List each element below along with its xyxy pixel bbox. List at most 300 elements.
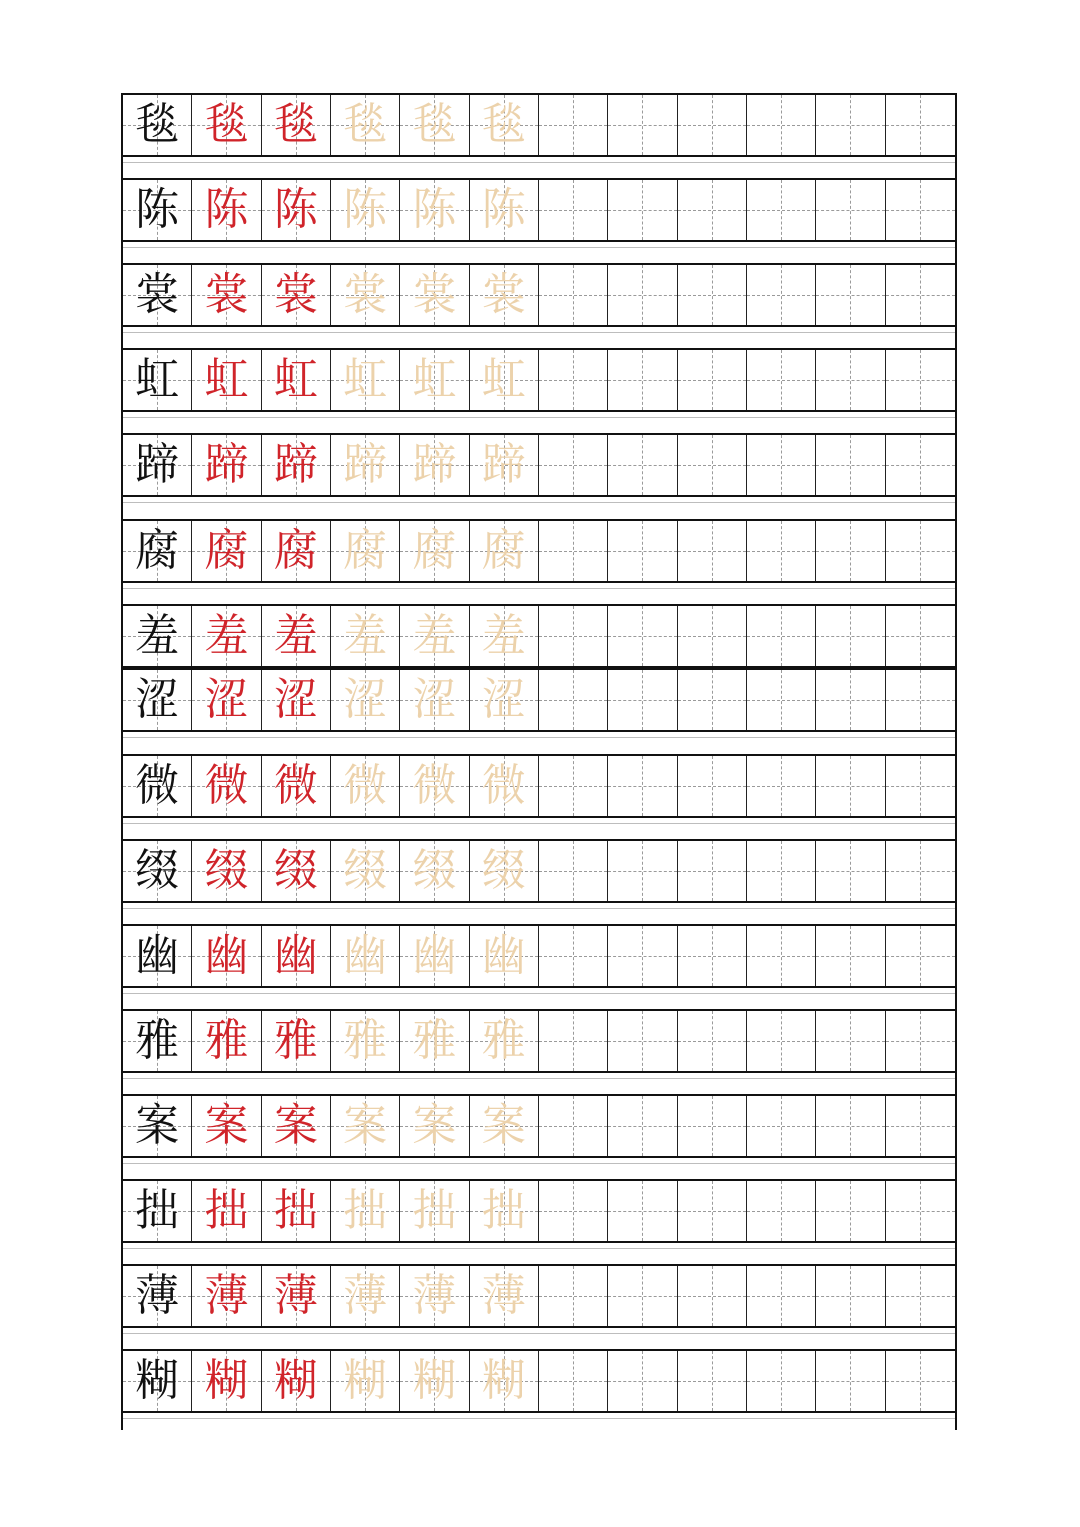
blank-writing-cell (747, 1351, 816, 1411)
practice-row (123, 263, 955, 327)
horizontal-guide-line (539, 210, 607, 211)
blank-writing-cell (608, 1266, 677, 1326)
practice-row (123, 924, 955, 988)
trace-character-cell (400, 180, 469, 240)
horizontal-guide-line (678, 1211, 746, 1212)
trace-character: 缀 (343, 845, 388, 896)
horizontal-guide-line (886, 210, 955, 211)
demo-character-cell (192, 350, 261, 410)
trace-character-cell (331, 180, 400, 240)
horizontal-guide-line (747, 551, 815, 552)
horizontal-guide-line (539, 380, 607, 381)
trace-character: 陈 (481, 184, 526, 235)
trace-character-cell (470, 1096, 539, 1156)
demo-character-cell (192, 756, 261, 816)
horizontal-guide-line (886, 1126, 955, 1127)
trace-character-cell (470, 265, 539, 325)
trace-character: 拙 (481, 1185, 526, 1236)
demo-character-cell (262, 926, 331, 986)
demo-character: 虹 (204, 354, 249, 405)
demo-character: 裳 (204, 269, 249, 320)
demo-character-cell (262, 95, 331, 155)
horizontal-guide-line (539, 1126, 607, 1127)
demo-character-cell (192, 435, 261, 495)
demo-character: 缀 (204, 845, 249, 896)
demo-character-cell (262, 1011, 331, 1071)
horizontal-guide-line (678, 786, 746, 787)
horizontal-guide-line (539, 700, 607, 701)
trace-character-cell (470, 926, 539, 986)
demo-character: 裳 (273, 269, 318, 320)
trace-character-cell (400, 756, 469, 816)
horizontal-guide-line (747, 956, 815, 957)
demo-character-cell (262, 350, 331, 410)
demo-character: 雅 (273, 1015, 318, 1066)
horizontal-guide-line (747, 700, 815, 701)
practice-row (123, 178, 955, 242)
practice-row (123, 1094, 955, 1158)
horizontal-guide-line (539, 1296, 607, 1297)
blank-writing-cell (886, 521, 955, 581)
row-gap-rule (123, 823, 955, 824)
row-gap-rule (123, 737, 955, 738)
trace-character-cell (331, 95, 400, 155)
trace-character: 幽 (481, 930, 526, 981)
blank-writing-cell (747, 95, 816, 155)
horizontal-guide-line (678, 295, 746, 296)
blank-writing-cell (816, 1181, 885, 1241)
trace-character: 案 (343, 1100, 388, 1151)
horizontal-guide-line (678, 700, 746, 701)
trace-character: 腐 (412, 525, 457, 576)
trace-character: 涩 (481, 674, 526, 725)
trace-character-cell (470, 1181, 539, 1241)
horizontal-guide-line (816, 1126, 884, 1127)
model-character-cell (123, 1181, 192, 1241)
trace-character-cell (400, 1181, 469, 1241)
blank-writing-cell (539, 180, 608, 240)
blank-writing-cell (747, 926, 816, 986)
model-character: 陈 (135, 184, 180, 235)
trace-character: 虹 (343, 354, 388, 405)
trace-character-cell (331, 521, 400, 581)
trace-character-cell (331, 670, 400, 730)
blank-writing-cell (678, 756, 747, 816)
horizontal-guide-line (747, 295, 815, 296)
horizontal-guide-line (678, 380, 746, 381)
trace-character-cell (331, 350, 400, 410)
horizontal-guide-line (608, 636, 676, 637)
trace-character-cell (400, 926, 469, 986)
trace-character: 糊 (343, 1355, 388, 1406)
horizontal-guide-line (816, 210, 884, 211)
horizontal-guide-line (747, 465, 815, 466)
horizontal-guide-line (747, 636, 815, 637)
horizontal-guide-line (886, 700, 955, 701)
blank-writing-cell (886, 265, 955, 325)
trace-character: 腐 (481, 525, 526, 576)
demo-character-cell (262, 521, 331, 581)
trace-character: 拙 (412, 1185, 457, 1236)
trace-character: 陈 (343, 184, 388, 235)
blank-writing-cell (678, 670, 747, 730)
model-character: 蹄 (135, 439, 180, 490)
demo-character: 雅 (204, 1015, 249, 1066)
trace-character-cell (470, 1266, 539, 1326)
trace-character: 裳 (481, 269, 526, 320)
blank-writing-cell (816, 1351, 885, 1411)
trace-character-cell (331, 265, 400, 325)
horizontal-guide-line (539, 1211, 607, 1212)
blank-writing-cell (747, 435, 816, 495)
row-gap-rule (123, 993, 955, 994)
trace-character: 毯 (343, 99, 388, 150)
model-character-cell (123, 606, 192, 666)
blank-writing-cell (539, 1011, 608, 1071)
demo-character: 腐 (204, 525, 249, 576)
trace-character-cell (400, 1351, 469, 1411)
horizontal-guide-line (678, 871, 746, 872)
model-character: 雅 (135, 1015, 180, 1066)
practice-row (123, 1349, 955, 1413)
model-character: 虹 (135, 354, 180, 405)
trace-character: 糊 (481, 1355, 526, 1406)
trace-character: 羞 (343, 610, 388, 661)
trace-character: 涩 (343, 674, 388, 725)
demo-character-cell (192, 265, 261, 325)
blank-writing-cell (539, 670, 608, 730)
blank-writing-cell (539, 756, 608, 816)
trace-character: 雅 (481, 1015, 526, 1066)
model-character: 裳 (135, 269, 180, 320)
demo-character-cell (192, 1266, 261, 1326)
horizontal-guide-line (608, 1211, 676, 1212)
horizontal-guide-line (539, 295, 607, 296)
trace-character: 糊 (412, 1355, 457, 1406)
blank-writing-cell (678, 1011, 747, 1071)
trace-character-cell (400, 521, 469, 581)
trace-character: 羞 (412, 610, 457, 661)
trace-character-cell (331, 1011, 400, 1071)
horizontal-guide-line (747, 1126, 815, 1127)
trace-character: 裳 (412, 269, 457, 320)
model-character: 缀 (135, 845, 180, 896)
model-character: 羞 (135, 610, 180, 661)
horizontal-guide-line (539, 125, 607, 126)
trace-character: 裳 (343, 269, 388, 320)
trace-character: 薄 (412, 1270, 457, 1321)
blank-writing-cell (539, 1266, 608, 1326)
trace-character-cell (400, 1096, 469, 1156)
horizontal-guide-line (816, 125, 884, 126)
demo-character: 拙 (204, 1185, 249, 1236)
demo-character-cell (262, 606, 331, 666)
blank-writing-cell (678, 606, 747, 666)
blank-writing-cell (608, 265, 677, 325)
trace-character: 羞 (481, 610, 526, 661)
demo-character: 涩 (273, 674, 318, 725)
horizontal-guide-line (816, 1296, 884, 1297)
demo-character-cell (262, 1096, 331, 1156)
practice-row (123, 348, 955, 412)
trace-character: 案 (481, 1100, 526, 1151)
blank-writing-cell (886, 606, 955, 666)
blank-writing-cell (747, 1011, 816, 1071)
blank-writing-cell (539, 95, 608, 155)
blank-writing-cell (747, 350, 816, 410)
model-character: 微 (135, 760, 180, 811)
row-gap-rule (123, 162, 955, 163)
trace-character-cell (400, 1011, 469, 1071)
trace-character: 案 (412, 1100, 457, 1151)
blank-writing-cell (678, 841, 747, 901)
blank-writing-cell (816, 841, 885, 901)
demo-character-cell (192, 841, 261, 901)
trace-character-cell (470, 841, 539, 901)
demo-character: 糊 (273, 1355, 318, 1406)
demo-character: 幽 (204, 930, 249, 981)
blank-writing-cell (608, 1351, 677, 1411)
trace-character-cell (400, 435, 469, 495)
horizontal-guide-line (747, 125, 815, 126)
blank-writing-cell (608, 1011, 677, 1071)
practice-row (123, 93, 955, 157)
horizontal-guide-line (608, 551, 676, 552)
blank-writing-cell (886, 1351, 955, 1411)
blank-writing-cell (608, 180, 677, 240)
horizontal-guide-line (608, 380, 676, 381)
trace-character: 薄 (481, 1270, 526, 1321)
trace-character-cell (331, 606, 400, 666)
blank-writing-cell (886, 180, 955, 240)
demo-character-cell (192, 1011, 261, 1071)
row-gap-rule (123, 247, 955, 248)
horizontal-guide-line (608, 956, 676, 957)
demo-character-cell (192, 521, 261, 581)
trace-character-cell (400, 265, 469, 325)
trace-character-cell (470, 435, 539, 495)
trace-character-cell (331, 926, 400, 986)
horizontal-guide-line (816, 380, 884, 381)
blank-writing-cell (608, 350, 677, 410)
practice-row (123, 1179, 955, 1243)
horizontal-guide-line (816, 786, 884, 787)
horizontal-guide-line (886, 1381, 955, 1382)
demo-character-cell (192, 95, 261, 155)
blank-writing-cell (886, 95, 955, 155)
demo-character: 案 (273, 1100, 318, 1151)
horizontal-guide-line (886, 786, 955, 787)
horizontal-guide-line (886, 956, 955, 957)
row-gap-rule (123, 332, 955, 333)
blank-writing-cell (747, 670, 816, 730)
blank-writing-cell (678, 1351, 747, 1411)
horizontal-guide-line (747, 786, 815, 787)
trace-character: 毯 (412, 99, 457, 150)
horizontal-guide-line (886, 1211, 955, 1212)
horizontal-guide-line (608, 786, 676, 787)
row-gap-rule (123, 1248, 955, 1249)
trace-character-cell (331, 756, 400, 816)
trace-character: 微 (412, 760, 457, 811)
horizontal-guide-line (747, 1381, 815, 1382)
horizontal-guide-line (747, 1041, 815, 1042)
row-gap-rule (123, 1418, 955, 1419)
horizontal-guide-line (886, 551, 955, 552)
trace-character-cell (470, 1011, 539, 1071)
trace-character-cell (400, 350, 469, 410)
blank-writing-cell (747, 1266, 816, 1326)
model-character: 涩 (135, 674, 180, 725)
horizontal-guide-line (539, 551, 607, 552)
trace-character: 缀 (412, 845, 457, 896)
horizontal-guide-line (886, 871, 955, 872)
model-character-cell (123, 1351, 192, 1411)
row-gap-rule (123, 1163, 955, 1164)
blank-writing-cell (816, 521, 885, 581)
blank-writing-cell (816, 606, 885, 666)
trace-character-cell (400, 670, 469, 730)
trace-character: 薄 (343, 1270, 388, 1321)
blank-writing-cell (608, 95, 677, 155)
demo-character: 羞 (204, 610, 249, 661)
trace-character-cell (331, 1181, 400, 1241)
demo-character-cell (192, 606, 261, 666)
horizontal-guide-line (678, 1296, 746, 1297)
model-character-cell (123, 1266, 192, 1326)
horizontal-guide-line (539, 636, 607, 637)
blank-writing-cell (608, 1181, 677, 1241)
demo-character: 毯 (204, 99, 249, 150)
demo-character: 蹄 (204, 439, 249, 490)
blank-writing-cell (608, 756, 677, 816)
demo-character: 幽 (273, 930, 318, 981)
model-character-cell (123, 95, 192, 155)
blank-writing-cell (886, 1096, 955, 1156)
horizontal-guide-line (608, 1126, 676, 1127)
practice-grid-sheet (121, 93, 957, 1430)
horizontal-guide-line (608, 700, 676, 701)
demo-character-cell (192, 926, 261, 986)
demo-character-cell (262, 841, 331, 901)
blank-writing-cell (678, 1266, 747, 1326)
demo-character: 蹄 (273, 439, 318, 490)
trace-character: 陈 (412, 184, 457, 235)
row-gap-rule (123, 1333, 955, 1334)
horizontal-guide-line (539, 1381, 607, 1382)
horizontal-guide-line (886, 465, 955, 466)
trace-character-cell (470, 95, 539, 155)
demo-character-cell (192, 1181, 261, 1241)
blank-writing-cell (608, 926, 677, 986)
trace-character: 腐 (343, 525, 388, 576)
trace-character: 缀 (481, 845, 526, 896)
blank-writing-cell (816, 1096, 885, 1156)
demo-character: 微 (204, 760, 249, 811)
blank-writing-cell (539, 841, 608, 901)
trace-character: 毯 (481, 99, 526, 150)
demo-character-cell (262, 756, 331, 816)
horizontal-guide-line (678, 551, 746, 552)
trace-character-cell (470, 606, 539, 666)
model-character-cell (123, 1011, 192, 1071)
blank-writing-cell (886, 841, 955, 901)
blank-writing-cell (816, 350, 885, 410)
blank-writing-cell (608, 670, 677, 730)
blank-writing-cell (539, 350, 608, 410)
blank-writing-cell (539, 1096, 608, 1156)
blank-writing-cell (747, 180, 816, 240)
demo-character-cell (192, 1096, 261, 1156)
blank-writing-cell (678, 926, 747, 986)
demo-character-cell (192, 670, 261, 730)
horizontal-guide-line (886, 636, 955, 637)
practice-row (123, 519, 955, 583)
trace-character-cell (400, 1266, 469, 1326)
model-character-cell (123, 180, 192, 240)
blank-writing-cell (747, 841, 816, 901)
blank-writing-cell (886, 926, 955, 986)
blank-writing-cell (678, 435, 747, 495)
demo-character-cell (262, 1181, 331, 1241)
horizontal-guide-line (816, 1041, 884, 1042)
model-character: 拙 (135, 1185, 180, 1236)
blank-writing-cell (539, 435, 608, 495)
blank-writing-cell (886, 435, 955, 495)
model-character: 毯 (135, 99, 180, 150)
blank-writing-cell (678, 95, 747, 155)
horizontal-guide-line (816, 551, 884, 552)
blank-writing-cell (816, 670, 885, 730)
horizontal-guide-line (608, 1381, 676, 1382)
practice-row (123, 754, 955, 818)
trace-character-cell (400, 841, 469, 901)
demo-character: 拙 (273, 1185, 318, 1236)
model-character-cell (123, 756, 192, 816)
horizontal-guide-line (608, 465, 676, 466)
model-character-cell (123, 521, 192, 581)
blank-writing-cell (747, 521, 816, 581)
practice-row (123, 433, 955, 497)
blank-writing-cell (816, 756, 885, 816)
horizontal-guide-line (539, 465, 607, 466)
horizontal-guide-line (816, 956, 884, 957)
blank-writing-cell (608, 606, 677, 666)
demo-character: 缀 (273, 845, 318, 896)
demo-character: 涩 (204, 674, 249, 725)
row-gap-rule (123, 908, 955, 909)
trace-character-cell (400, 606, 469, 666)
trace-character: 蹄 (412, 439, 457, 490)
practice-row (123, 839, 955, 903)
blank-writing-cell (886, 1266, 955, 1326)
horizontal-guide-line (608, 295, 676, 296)
horizontal-guide-line (816, 1211, 884, 1212)
blank-writing-cell (816, 265, 885, 325)
blank-writing-cell (747, 756, 816, 816)
blank-writing-cell (886, 670, 955, 730)
trace-character: 拙 (343, 1185, 388, 1236)
model-character-cell (123, 841, 192, 901)
horizontal-guide-line (608, 871, 676, 872)
practice-row (123, 604, 955, 668)
trace-character-cell (470, 756, 539, 816)
demo-character: 糊 (204, 1355, 249, 1406)
horizontal-guide-line (816, 465, 884, 466)
demo-character: 薄 (204, 1270, 249, 1321)
demo-character-cell (262, 670, 331, 730)
trace-character-cell (331, 841, 400, 901)
